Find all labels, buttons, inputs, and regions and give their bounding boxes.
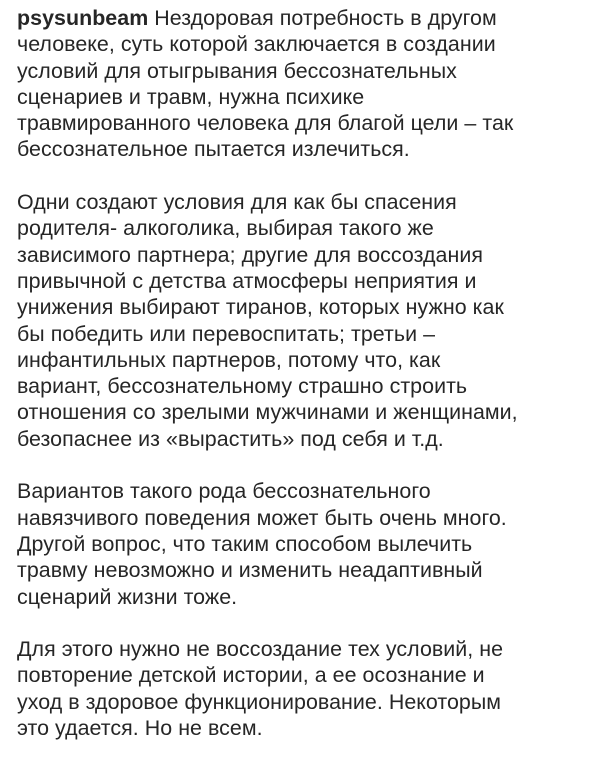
paragraph-spacer: [17, 163, 592, 189]
caption-line: условий для отыгрывания бессознательных: [17, 58, 457, 83]
caption-line: [17, 5, 592, 31]
paragraph-spacer: [17, 452, 592, 478]
caption-paragraph: [17, 636, 592, 741]
paragraph-spacer: [17, 610, 592, 636]
caption-paragraph: [17, 189, 592, 452]
caption-line: бессознательное пытается излечиться.: [17, 137, 410, 162]
caption-line: травму невозможно и изменить неадаптивный: [17, 558, 483, 583]
caption-paragraph: [17, 478, 592, 609]
caption-line: травмированного человека для благой цели – так: [17, 111, 514, 136]
caption-line: человеке, суть которой заключается в создании: [17, 32, 496, 57]
caption-line: унижения выбирают тиранов, которых нужно как: [17, 295, 504, 320]
caption-line: вариант, бессознательному страшно строить: [17, 374, 468, 399]
caption-line: Для этого нужно не воссоздание тех условий, не: [17, 637, 504, 662]
caption-line: инфантильных партнеров, потому что, как: [17, 347, 441, 372]
caption-paragraph: [17, 0, 592, 163]
caption-line: повторение детской истории, а ее осознание и: [17, 663, 485, 688]
caption-line: родителя- алкоголика, выбирая такого же: [17, 216, 434, 241]
caption-line: Другой вопрос, что таким способом вылечить: [17, 531, 473, 556]
caption-line: сценариев и травм, нужна психике: [17, 84, 365, 109]
post-caption: [17, 0, 592, 741]
caption-line: Вариантов такого рода бессознательного: [17, 479, 431, 504]
caption-line: зависимого партнера; другие для воссоздания: [17, 242, 483, 267]
caption-line: навязчивого поведения может быть очень много.: [17, 505, 507, 530]
caption-line: бы победить или перевоспитать; третьи –: [17, 321, 436, 346]
caption-line: отношения со зрелыми мужчинами и женщинами,: [17, 400, 518, 425]
caption-line: Одни создают условия для как бы спасения: [17, 190, 457, 215]
caption-line: безопаснее из «вырастить» под себя и т.д.: [17, 426, 444, 451]
caption-line: привычной с детства атмосферы неприятия и: [17, 268, 477, 293]
caption-line: это удается. Но не всем.: [17, 716, 263, 741]
username-link[interactable]: psysunbeam: [17, 6, 149, 30]
caption-line: сценарий жизни тоже.: [17, 584, 238, 609]
caption-line: уход в здоровое функционирование. Некоторым: [17, 689, 502, 714]
caption-text: Нездоровая потребность в другом: [148, 6, 497, 30]
